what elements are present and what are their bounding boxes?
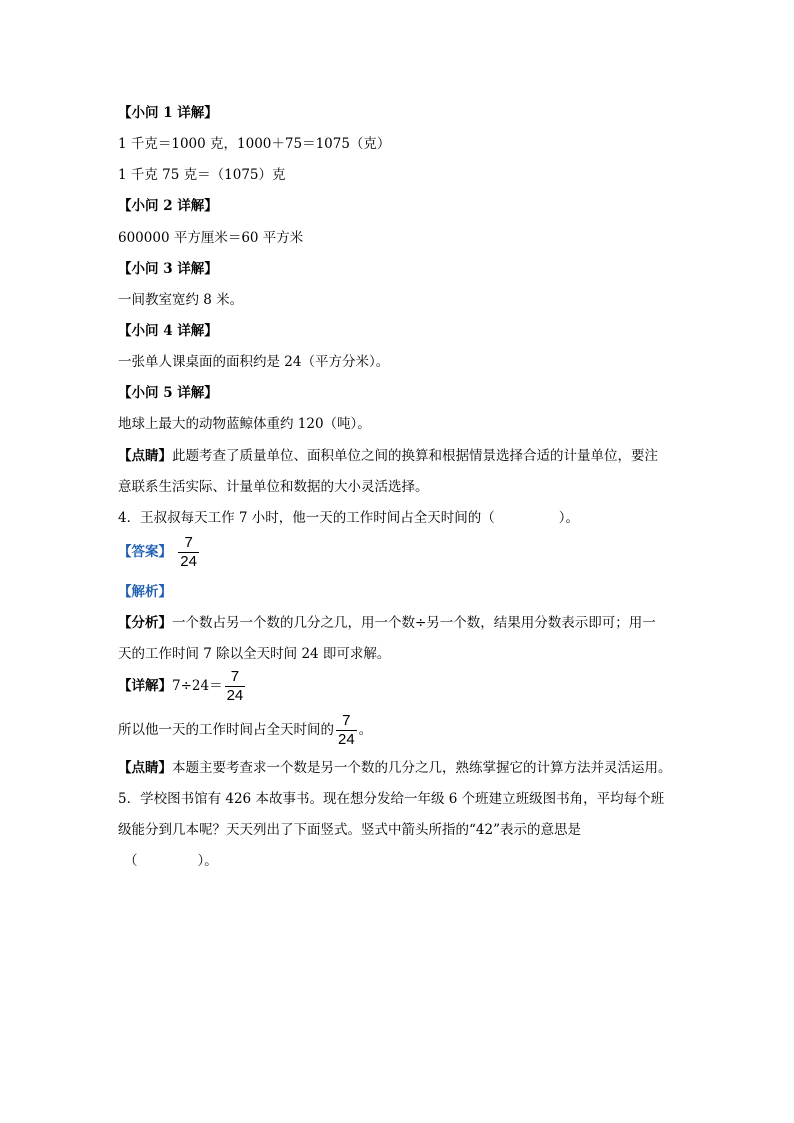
q4-conclusion-line	[118, 712, 372, 749]
q4-conclusion-end: 。	[358, 722, 373, 738]
q4-conclusion-text: 所以他一天的工作时间占全天时间的	[118, 722, 334, 738]
comment1-line2: 意联系生活实际、计量单位和数据的大小灵活选择。	[118, 479, 429, 495]
comment1-line1	[118, 446, 658, 466]
q4-answer-numerator: 7	[184, 534, 193, 551]
q5-line1: 5．学校图书馆有 426 本故事书。现在想分发给一年级 6 个班建立班级图书角，平均每个班	[118, 791, 665, 807]
comment1-label: 【点睛】	[118, 448, 172, 464]
sub4-heading: 【小问 4 详解】	[118, 323, 218, 339]
q4-question-start: 4．王叔叔每天工作 7 小时，他一天的工作时间占全天时间的（	[118, 510, 495, 526]
q5-line3	[124, 851, 218, 871]
sub5-line1: 地球上最大的动物蓝鲸体重约 120（吨）。	[118, 416, 371, 432]
comment1-text1: 此题考查了质量单位、面积单位之间的换算和根据情景选择合适的计量单位，要注	[172, 448, 658, 464]
q4-detail-denominator: 24	[226, 687, 244, 704]
q4-answer-fraction	[178, 534, 199, 571]
sub2-heading: 【小问 2 详解】	[118, 198, 218, 214]
q4-detail-tag: 【详解】	[118, 678, 172, 694]
q4-analysis-label: 【解析】	[118, 584, 172, 600]
q4-detail-numerator: 7	[230, 668, 240, 685]
q4-answer-label: 【答案】	[118, 544, 172, 560]
q4-analysis-text1: 一个数占另一个数的几分之几，用一个数÷另一个数，结果用分数表示即可；用一	[172, 615, 656, 631]
sub1-line1: 1 千克＝1000 克，1000＋75＝1075（克）	[118, 136, 391, 152]
q5-line3-start: （	[124, 853, 138, 869]
q4-analysis-tag: 【分析】	[118, 615, 172, 631]
q4-detail-fraction	[225, 668, 246, 705]
sub4-line1: 一张单人课桌面的面积约是 24（平方分米）。	[118, 354, 390, 370]
q4-question-end: ）。	[558, 510, 580, 526]
q4-comment-line	[118, 758, 672, 778]
q4-conclusion-numerator: 7	[342, 712, 351, 729]
q4-analysis-line2: 天的工作时间 7 除以全天时间 24 即可求解。	[118, 646, 391, 662]
q4-comment-label: 【点睛】	[118, 760, 172, 776]
q4-question	[118, 508, 579, 528]
sub2-line1: 600000 平方厘米＝60 平方米	[118, 230, 304, 246]
q4-conclusion-fraction	[336, 712, 357, 749]
q4-analysis-line1	[118, 613, 656, 633]
q4-detail-expr: 7÷24＝	[172, 678, 223, 694]
q4-detail-line	[118, 668, 247, 705]
sub5-heading: 【小问 5 详解】	[118, 385, 218, 401]
q4-conclusion-denominator: 24	[338, 731, 355, 748]
q5-line3-end: ）。	[197, 853, 218, 869]
q5-line2: 级能分到几本呢？天天列出了下面竖式。竖式中箭头所指的“42”表示的意思是	[118, 822, 581, 838]
q4-answer-line	[118, 534, 201, 571]
sub3-heading: 【小问 3 详解】	[118, 261, 218, 277]
sub3-line1: 一间教室宽约 8 米。	[118, 292, 244, 308]
sub1-heading: 【小问 1 详解】	[118, 105, 218, 121]
q4-comment-text: 本题主要考查求一个数是另一个数的几分之几，熟练掌握它的计算方法并灵活运用。	[172, 760, 672, 776]
q4-answer-denominator: 24	[180, 553, 197, 570]
sub1-line2: 1 千克 75 克＝（1075）克	[118, 167, 286, 183]
